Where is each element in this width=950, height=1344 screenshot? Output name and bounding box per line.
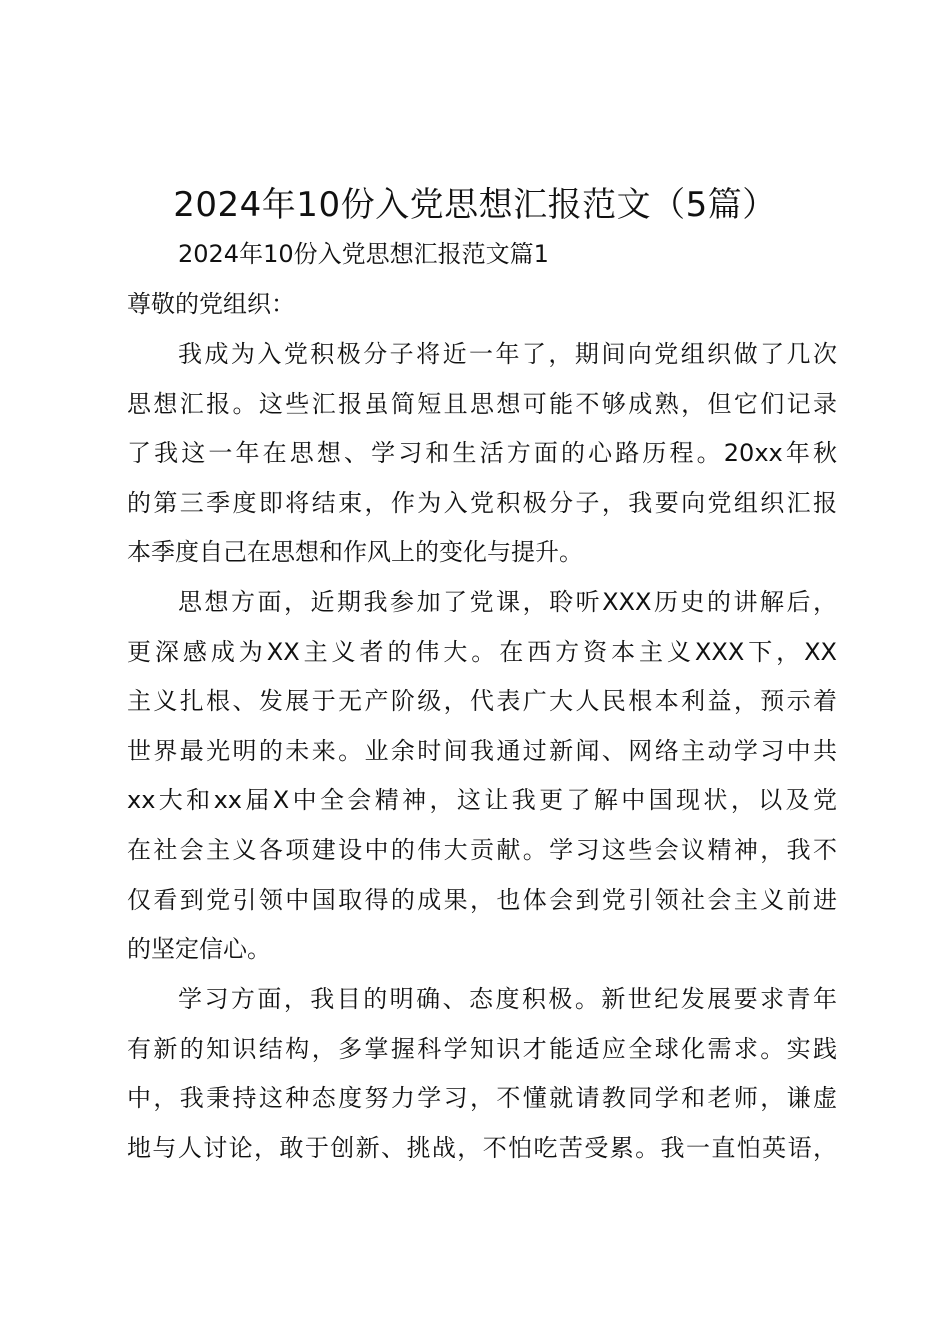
paragraph-line: 仅看到党引领中国取得的成果，也体会到党引领社会主义前进 — [127, 885, 837, 914]
paragraph-line: 在社会主义各项建设中的伟大贡献。学习这些会议精神，我不 — [127, 835, 837, 864]
paragraph-line: 思想汇报。这些汇报虽简短且思想可能不够成熟，但它们记录 — [127, 389, 837, 418]
paragraph-line: xx大和xx届X中全会精神，这让我更了解中国现状，以及党 — [127, 786, 837, 815]
paragraph-line: 思想方面，近期我参加了党课，聆听XXX历史的讲解后， — [178, 588, 837, 616]
paragraph-2 — [127, 578, 837, 975]
document-subtitle: 2024年10份入党思想汇报范文篇1 — [178, 240, 549, 268]
paragraph-line: 我成为入党积极分子将近一年了，期间向党组织做了几次 — [178, 340, 837, 368]
paragraph-line: 地与人讨论，敢于创新、挑战，不怕吃苦受累。我一直怕英语， — [127, 1133, 837, 1162]
paragraph-line: 中，我秉持这种态度努力学习，不懂就请教同学和老师，谦虚 — [127, 1084, 837, 1113]
paragraph-line: 世界最光明的未来。业余时间我通过新闻、网络主动学习中共 — [127, 736, 837, 765]
paragraph-line: 学习方面，我目的明确、态度积极。新世纪发展要求青年 — [178, 985, 837, 1013]
paragraph-line: 主义扎根、发展于无产阶级，代表广大人民根本利益，预示着 — [127, 687, 837, 716]
paragraph-line: 有新的知识结构，多掌握科学知识才能适应全球化需求。实践 — [127, 1034, 837, 1063]
paragraph-line: 的坚定信心。 — [127, 935, 271, 964]
paragraph-line: 的第三季度即将结束，作为入党积极分子，我要向党组织汇报 — [127, 488, 837, 517]
paragraph-line: 了我这一年在思想、学习和生活方面的心路历程。20xx年秋 — [127, 439, 837, 468]
paragraph-line: 本季度自己在思想和作风上的变化与提升。 — [127, 538, 583, 567]
salutation: 尊敬的党组织： — [127, 290, 295, 318]
document-title: 2024年10份入党思想汇报范文（5篇） — [173, 185, 777, 225]
paragraph-1 — [127, 330, 837, 578]
paragraph-3 — [127, 975, 837, 1173]
paragraph-line: 更深感成为XX主义者的伟大。在西方资本主义XXX下，XX — [127, 637, 837, 666]
